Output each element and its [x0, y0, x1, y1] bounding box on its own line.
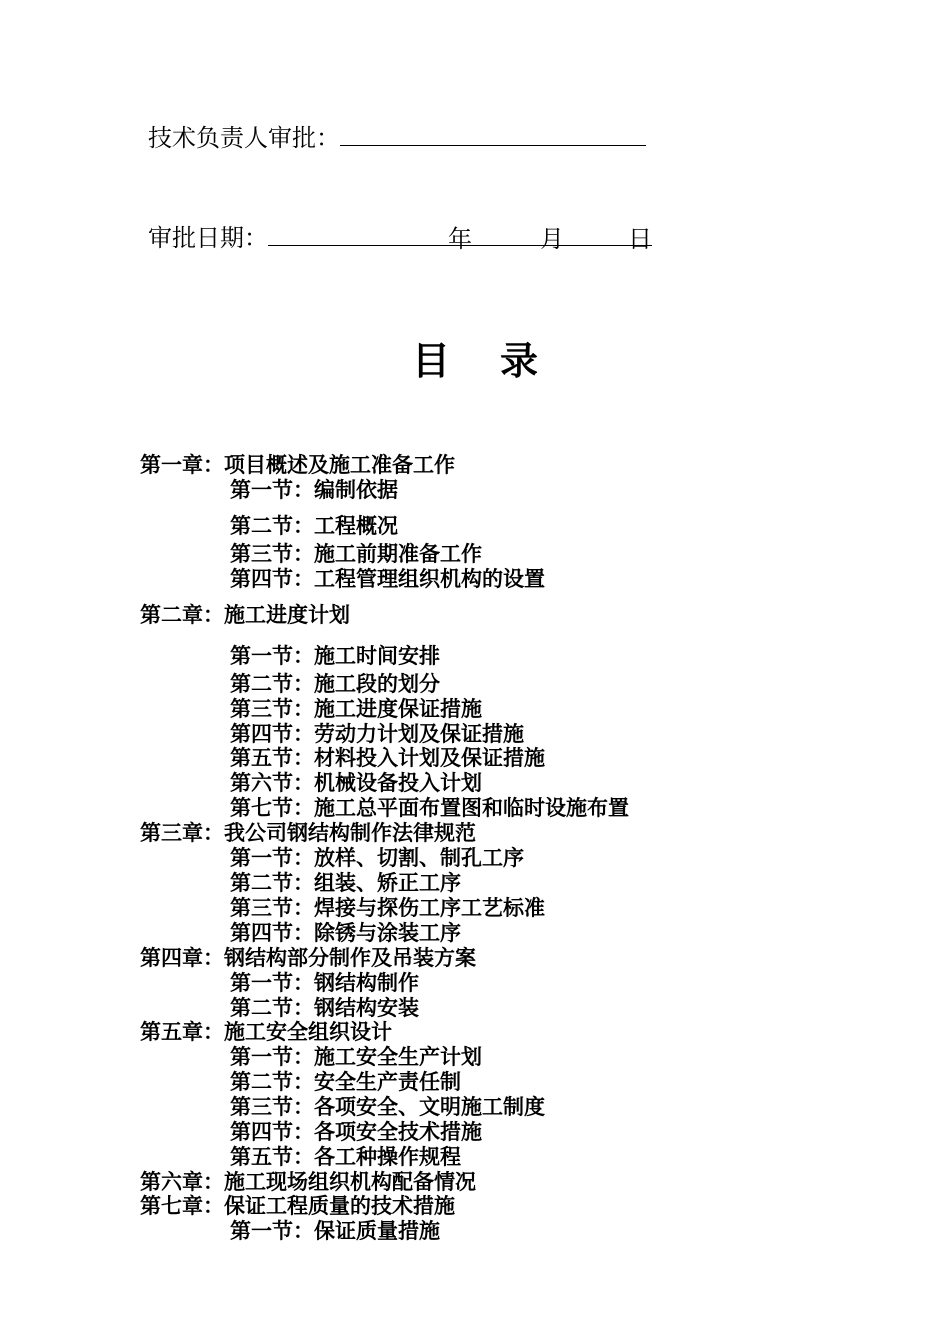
- toc-entry[interactable]: 第五节：各工种操作规程: [230, 1144, 461, 1169]
- toc-entry[interactable]: 第三节：施工前期准备工作: [230, 541, 482, 566]
- toc-entry[interactable]: 第二章：施工进度计划: [140, 602, 350, 627]
- toc-entry[interactable]: 第五节：材料投入计划及保证措施: [230, 745, 545, 770]
- toc-entry[interactable]: 第四节：除锈与涂装工序: [230, 920, 461, 945]
- tech-approval-signature-field[interactable]: [340, 123, 646, 146]
- toc-entry[interactable]: 第四章：钢结构部分制作及吊装方案: [140, 945, 476, 970]
- tech-approval-label: 技术负责人审批：: [148, 124, 340, 152]
- toc-entry[interactable]: 第三节：各项安全、文明施工制度: [230, 1094, 545, 1119]
- toc-entry[interactable]: 第二节：安全生产责任制: [230, 1069, 461, 1094]
- approval-date-label: 审批日期：: [148, 224, 268, 252]
- month-label: 月: [540, 225, 564, 253]
- toc-entry[interactable]: 第四节：各项安全技术措施: [230, 1119, 482, 1144]
- toc-entry[interactable]: 第二节：工程概况: [230, 513, 398, 538]
- toc-entry[interactable]: 第一节：放样、切割、制孔工序: [230, 845, 524, 870]
- page-title: 目录: [411, 338, 588, 383]
- toc-entry[interactable]: 第一节：编制依据: [230, 477, 398, 502]
- toc-entry[interactable]: 第六章：施工现场组织机构配备情况: [140, 1169, 476, 1194]
- toc-entry[interactable]: 第五章：施工安全组织设计: [140, 1019, 392, 1044]
- toc-entry[interactable]: 第三节：焊接与探伤工序工艺标准: [230, 895, 545, 920]
- toc-entry[interactable]: 第三章：我公司钢结构制作法律规范: [140, 820, 476, 845]
- toc-entry[interactable]: 第一节：保证质量措施: [230, 1218, 440, 1243]
- toc-entry[interactable]: 第一节：钢结构制作: [230, 970, 419, 995]
- toc-entry[interactable]: 第二节：施工段的划分: [230, 671, 440, 696]
- toc-entry[interactable]: 第七章：保证工程质量的技术措施: [140, 1193, 455, 1218]
- tech-approval-line: [148, 118, 646, 153]
- approval-date-line: [148, 218, 652, 253]
- toc-entry[interactable]: 第一章：项目概述及施工准备工作: [140, 452, 455, 477]
- toc-entry[interactable]: 第一节：施工时间安排: [230, 643, 440, 668]
- toc-entry[interactable]: 第四节：工程管理组织机构的设置: [230, 566, 545, 591]
- toc-entry[interactable]: 第三节：施工进度保证措施: [230, 696, 482, 721]
- day-label: 日: [628, 225, 652, 253]
- approval-date-field[interactable]: [268, 219, 652, 253]
- toc-entry[interactable]: 第一节：施工安全生产计划: [230, 1044, 482, 1069]
- toc-entry[interactable]: 第六节：机械设备投入计划: [230, 770, 482, 795]
- toc-entry[interactable]: 第二节：组装、矫正工序: [230, 870, 461, 895]
- toc-entry[interactable]: 第四节：劳动力计划及保证措施: [230, 721, 524, 746]
- year-label: 年: [448, 225, 472, 253]
- toc-entry[interactable]: 第二节：钢结构安装: [230, 995, 419, 1020]
- toc-entry[interactable]: 第七节：施工总平面布置图和临时设施布置: [230, 795, 629, 820]
